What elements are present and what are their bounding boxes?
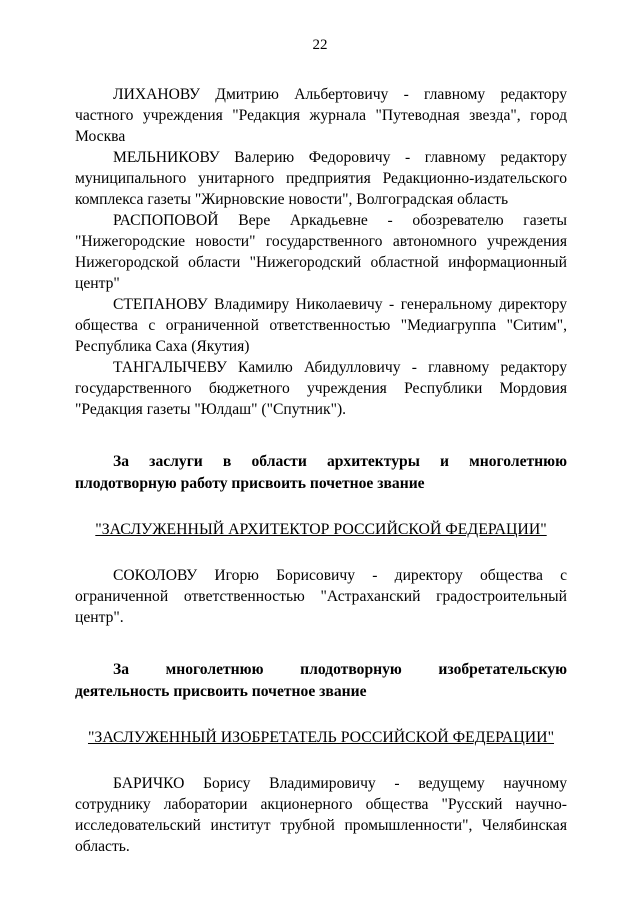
title-architect: "ЗАСЛУЖЕННЫЙ АРХИТЕКТОР РОССИЙСКОЙ ФЕДЕРАЦИИ": [95, 521, 547, 538]
page-number: 22: [312, 37, 328, 53]
section-heading-architecture: За заслуги в области архитектуры и многолетнюю плодотворную работу присвоить почетное звание: [75, 453, 567, 492]
award-entry-stepanov: СТЕПАНОВУ Владимиру Николаевичу - генеральному директору общества с ограниченной ответственностью "Медиагруппа "Ситим", Республика Саха (Якутия): [75, 296, 567, 355]
award-entry-likhanov: ЛИХАНОВУ Дмитрию Альбертовичу - главному редактору частного учреждения "Редакция журнала "Путеводная звезда", город Москва: [75, 86, 567, 145]
award-entry-tangalychev: ТАНГАЛЫЧЕВУ Камилю Абидулловичу - главному редактору государственного бюджетного учреждения Республики Мордовия "Редакция газеты "Юлдаш" ("Спутник").: [75, 359, 567, 418]
title-inventor: "ЗАСЛУЖЕННЫЙ ИЗОБРЕТАТЕЛЬ РОССИЙСКОЙ ФЕДЕРАЦИИ": [87, 729, 555, 746]
section-heading-invention: За многолетнюю плодотворную изобретательскую деятельность присвоить почетное звание: [75, 661, 567, 700]
award-entry-barichko: БАРИЧКО Борису Владимировичу - ведущему научному сотруднику лаборатории акционерного общества "Русский научно-исследовательский институт трубной промышленности", Челябинская область.: [75, 775, 567, 855]
document-body: [75, 84, 567, 857]
award-entry-raspopova: РАСПОПОВОЙ Вере Аркадьевне - обозревателю газеты "Нижегородские новости" государственного автономного учреждения Нижегородской области "Нижегородский областной информационный центр": [75, 212, 567, 292]
award-entry-melnikov: МЕЛЬНИКОВУ Валерию Федоровичу - главному редактору муниципального унитарного предприятия Редакционно-издательского комплекса газеты "Жирновские новости", Волгоградская область: [75, 149, 567, 208]
award-entry-sokolov: СОКОЛОВУ Игорю Борисовичу - директору общества с ограниченной ответственностью "Астраханский градостроительный центр".: [75, 567, 567, 626]
